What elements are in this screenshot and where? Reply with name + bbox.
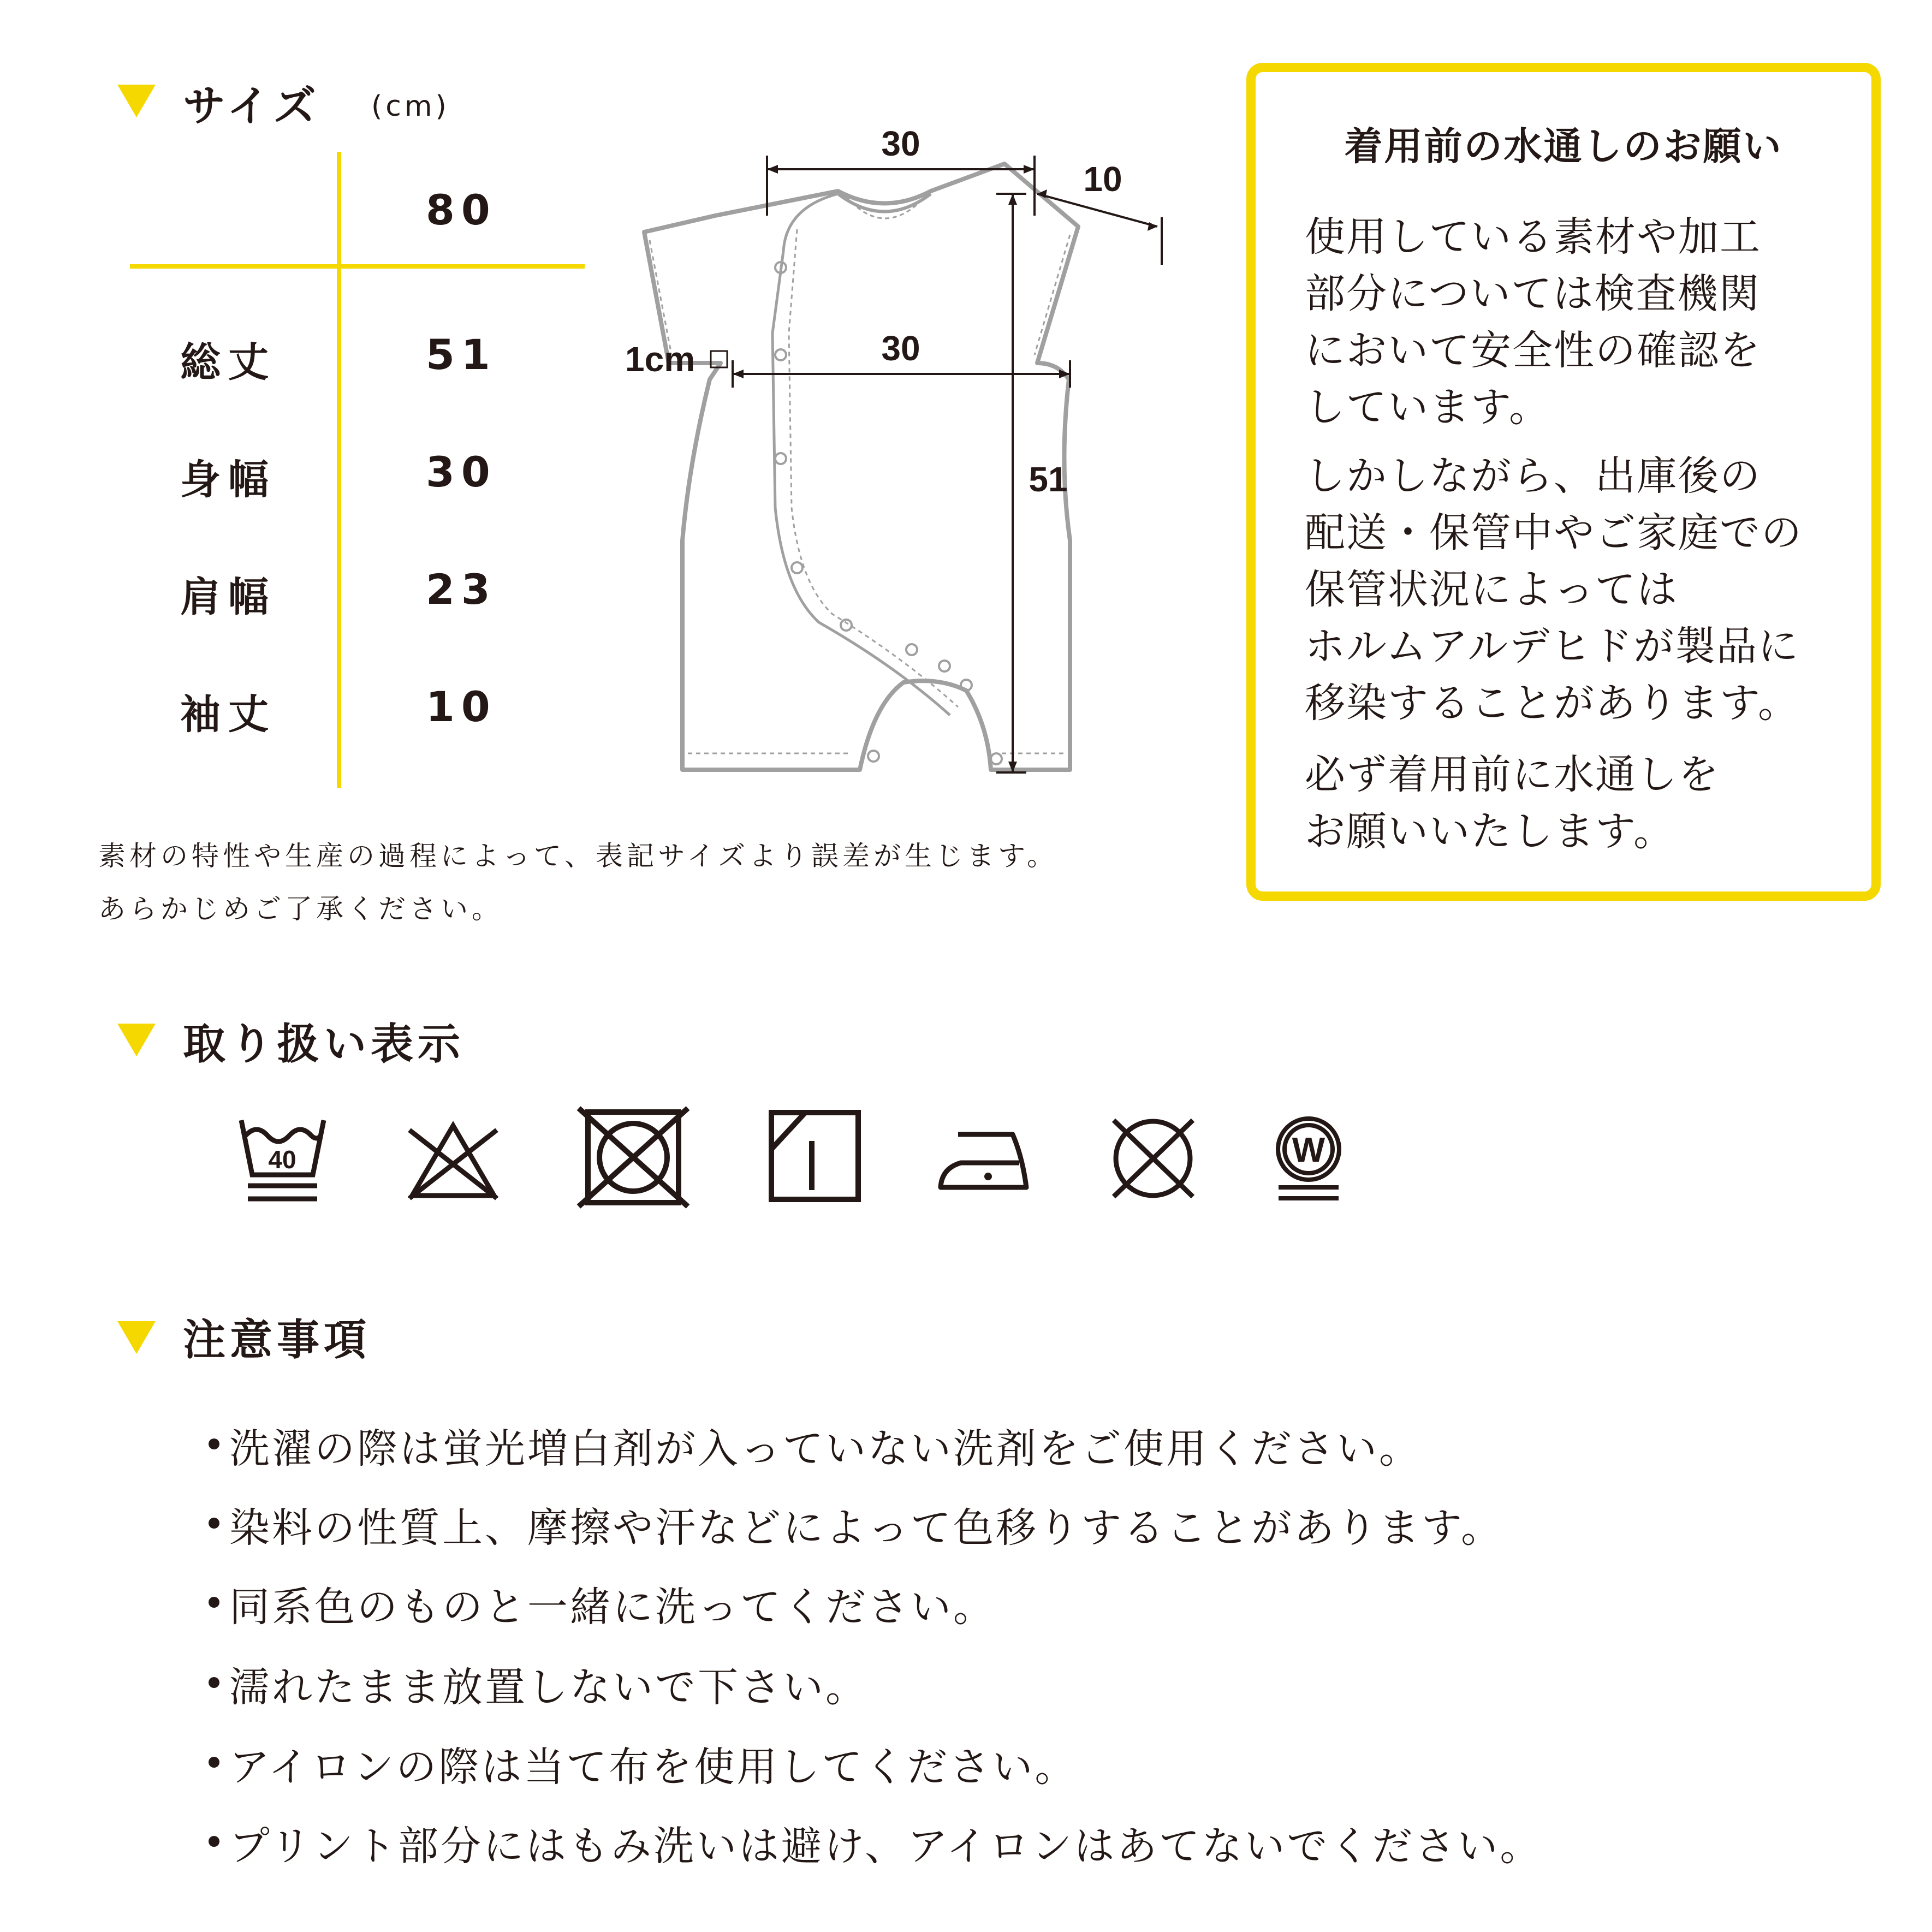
size-row-value: 30 [426, 448, 497, 496]
size-heading: サイズ [183, 82, 320, 131]
notice-line: 必ず着用前に水通しを [1305, 751, 1720, 798]
dim-sleeve: 10 [1083, 159, 1122, 199]
caution-item: アイロンの際は当て布を使用してください。 [229, 1735, 1077, 1793]
notice-paragraph [1305, 209, 1761, 436]
size-row-value: 10 [426, 682, 497, 731]
size-heading-marker [117, 85, 156, 117]
care-heading: 取り扱い表示 [183, 1020, 465, 1069]
no-bleach-icon [404, 1119, 502, 1201]
notice-line: 移染することがあります。 [1305, 680, 1800, 727]
caution-item: 染料の性質上、摩擦や汗などによって色移りすることがあります。 [229, 1496, 1503, 1554]
romper-sleeve-stitch [650, 235, 1070, 355]
size-column-header: 80 [426, 186, 497, 234]
wet-clean-letter: W [1292, 1130, 1325, 1169]
size-row-value: 23 [426, 565, 497, 614]
notice-line: 配送・保管中やご家庭での [1305, 509, 1803, 556]
notice-line: 使用している素材や加工 [1305, 213, 1761, 260]
notice-line: しています。 [1305, 384, 1551, 431]
romper-placket-stitch [789, 229, 958, 707]
notice-line: 部分については検査機関 [1305, 270, 1761, 317]
iron-low-icon [936, 1125, 1032, 1196]
wet-clean-icon [1272, 1114, 1346, 1204]
caution-item: 同系色のものと一緒に洗ってください。 [229, 1575, 996, 1633]
romper-placket [772, 194, 950, 715]
caution-heading-marker [117, 1321, 156, 1354]
wash-40-icon [235, 1114, 330, 1206]
caution-item: 洗濯の際は蛍光増白剤が入っていない洗剤をご使用ください。 [229, 1417, 1422, 1475]
notice-line: ホルムアルデヒドが製品に [1305, 623, 1800, 670]
caution-item: 濡れたまま放置しないで下さい。 [229, 1655, 868, 1713]
caution-heading: 注意事項 [183, 1316, 371, 1365]
caution-item: プリント部分にはもみ洗いは避け、アイロンはあてないでください。 [229, 1814, 1542, 1872]
size-unit: (cm) [371, 90, 450, 123]
size-row-value: 51 [426, 330, 497, 379]
notice-line: において安全性の確認を [1305, 327, 1761, 374]
notice-paragraph [1305, 746, 1720, 860]
dim-chest: 30 [881, 329, 920, 368]
no-tumble-dry-icon [576, 1105, 691, 1209]
no-dry-clean-icon [1105, 1114, 1201, 1204]
size-note-line: あらかじめご了承ください。 [98, 893, 503, 925]
size-table-horizontal-rule [130, 264, 585, 269]
dim-armpit-offset: 1cm [625, 340, 695, 379]
line-dry-shade-icon [767, 1108, 863, 1204]
size-row-label: 肩幅 [180, 574, 276, 621]
size-note-line: 素材の特性や生産の過程によって、表記サイズより誤差が生じます。 [98, 840, 1058, 872]
romper-diagram [590, 115, 1217, 797]
notice-paragraph [1305, 448, 1803, 732]
wash-temperature: 40 [268, 1145, 296, 1174]
care-heading-marker [117, 1024, 156, 1056]
notice-title: 着用前の水通しのお願い [1344, 124, 1783, 169]
size-table-vertical-rule [337, 152, 341, 788]
notice-box [1246, 63, 1881, 901]
dim-shoulder: 30 [881, 124, 920, 163]
size-row-label: 袖丈 [180, 691, 276, 738]
notice-line: 保管状況によっては [1305, 566, 1678, 613]
dim-length: 51 [1029, 460, 1068, 499]
notice-line: お願いいたします。 [1305, 808, 1675, 855]
notice-line: しかしながら、出庫後の [1305, 453, 1761, 500]
size-row-label: 身幅 [180, 456, 276, 503]
size-row-label: 総丈 [180, 339, 276, 386]
